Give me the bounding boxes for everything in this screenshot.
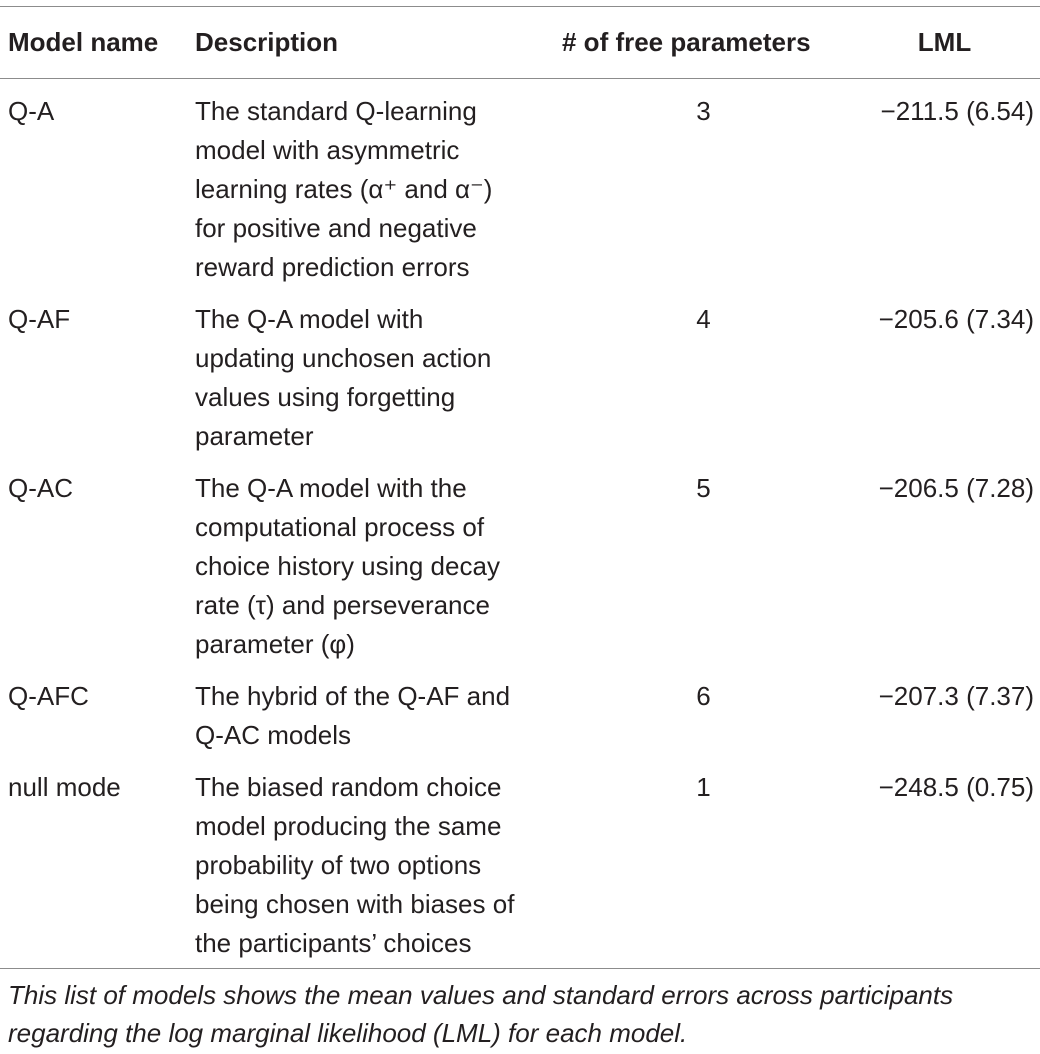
model-description (195, 755, 558, 963)
model-name: Q-AC (8, 473, 73, 503)
footnote-line: This list of models shows the mean values and standard errors across participants (8, 980, 954, 1010)
description-line: updating unchosen action (195, 343, 492, 373)
header-description: Description (195, 26, 339, 57)
free-parameters: 4 (696, 304, 711, 334)
description-line: Q-AC models (195, 720, 352, 750)
description-line: parameter (φ) (195, 629, 355, 659)
footnote-line: regarding the log marginal likelihood (LML) for each model. (8, 1018, 688, 1048)
lml-value: −207.3 (7.37) (878, 681, 1034, 711)
lml-value: −248.5 (0.75) (878, 772, 1034, 802)
description-line: model with asymmetric (195, 135, 460, 165)
lml-value: −205.6 (7.34) (878, 304, 1034, 334)
lml-value: −211.5 (6.54) (880, 96, 1034, 126)
description-line: computational process of (195, 512, 485, 542)
description-line: rate (τ) and perseverance (195, 590, 490, 620)
model-description (195, 78, 558, 287)
table-row (0, 456, 1040, 664)
description-line: The hybrid of the Q-AF and (195, 681, 511, 711)
model-name: Q-AF (8, 304, 71, 334)
model-description (195, 287, 558, 456)
free-parameters: 3 (696, 96, 711, 126)
model-description (195, 664, 558, 755)
free-parameters: 5 (696, 473, 711, 503)
description-line: being chosen with biases of (195, 889, 515, 919)
description-line: choice history using decay (195, 551, 500, 581)
model-name: null mode (8, 772, 121, 802)
free-parameters: 1 (696, 772, 711, 802)
header-free-parameters: # of free parameters (562, 26, 811, 57)
lml-value: −206.5 (7.28) (878, 473, 1034, 503)
models-table (0, 6, 1040, 963)
description-line: the participants’ choices (195, 928, 472, 958)
table-footnote (8, 976, 1038, 1052)
table-row (0, 755, 1040, 963)
header-model-name: Model name (8, 26, 159, 57)
table-header-row (0, 6, 1040, 78)
description-line: The Q-A model with the (195, 473, 467, 503)
description-line: model producing the same (195, 811, 502, 841)
model-name: Q-AFC (8, 681, 89, 711)
model-description (195, 456, 558, 664)
description-line: The Q-A model with (195, 304, 424, 334)
description-line: for positive and negative (195, 213, 477, 243)
description-line: probability of two options (195, 850, 482, 880)
table-row (0, 287, 1040, 456)
description-line: values using forgetting (195, 382, 456, 412)
table-row (0, 78, 1040, 287)
description-line: learning rates (α⁺ and α⁻) (195, 174, 493, 204)
description-line: reward prediction errors (195, 252, 470, 282)
description-line: The biased random choice (195, 772, 502, 802)
model-name: Q-A (8, 96, 55, 126)
free-parameters: 6 (696, 681, 711, 711)
description-line: parameter (195, 421, 314, 451)
header-lml: LML (917, 26, 972, 57)
description-line: The standard Q-learning (195, 96, 477, 126)
table-row (0, 664, 1040, 755)
table-bottom-rule (0, 968, 1040, 969)
